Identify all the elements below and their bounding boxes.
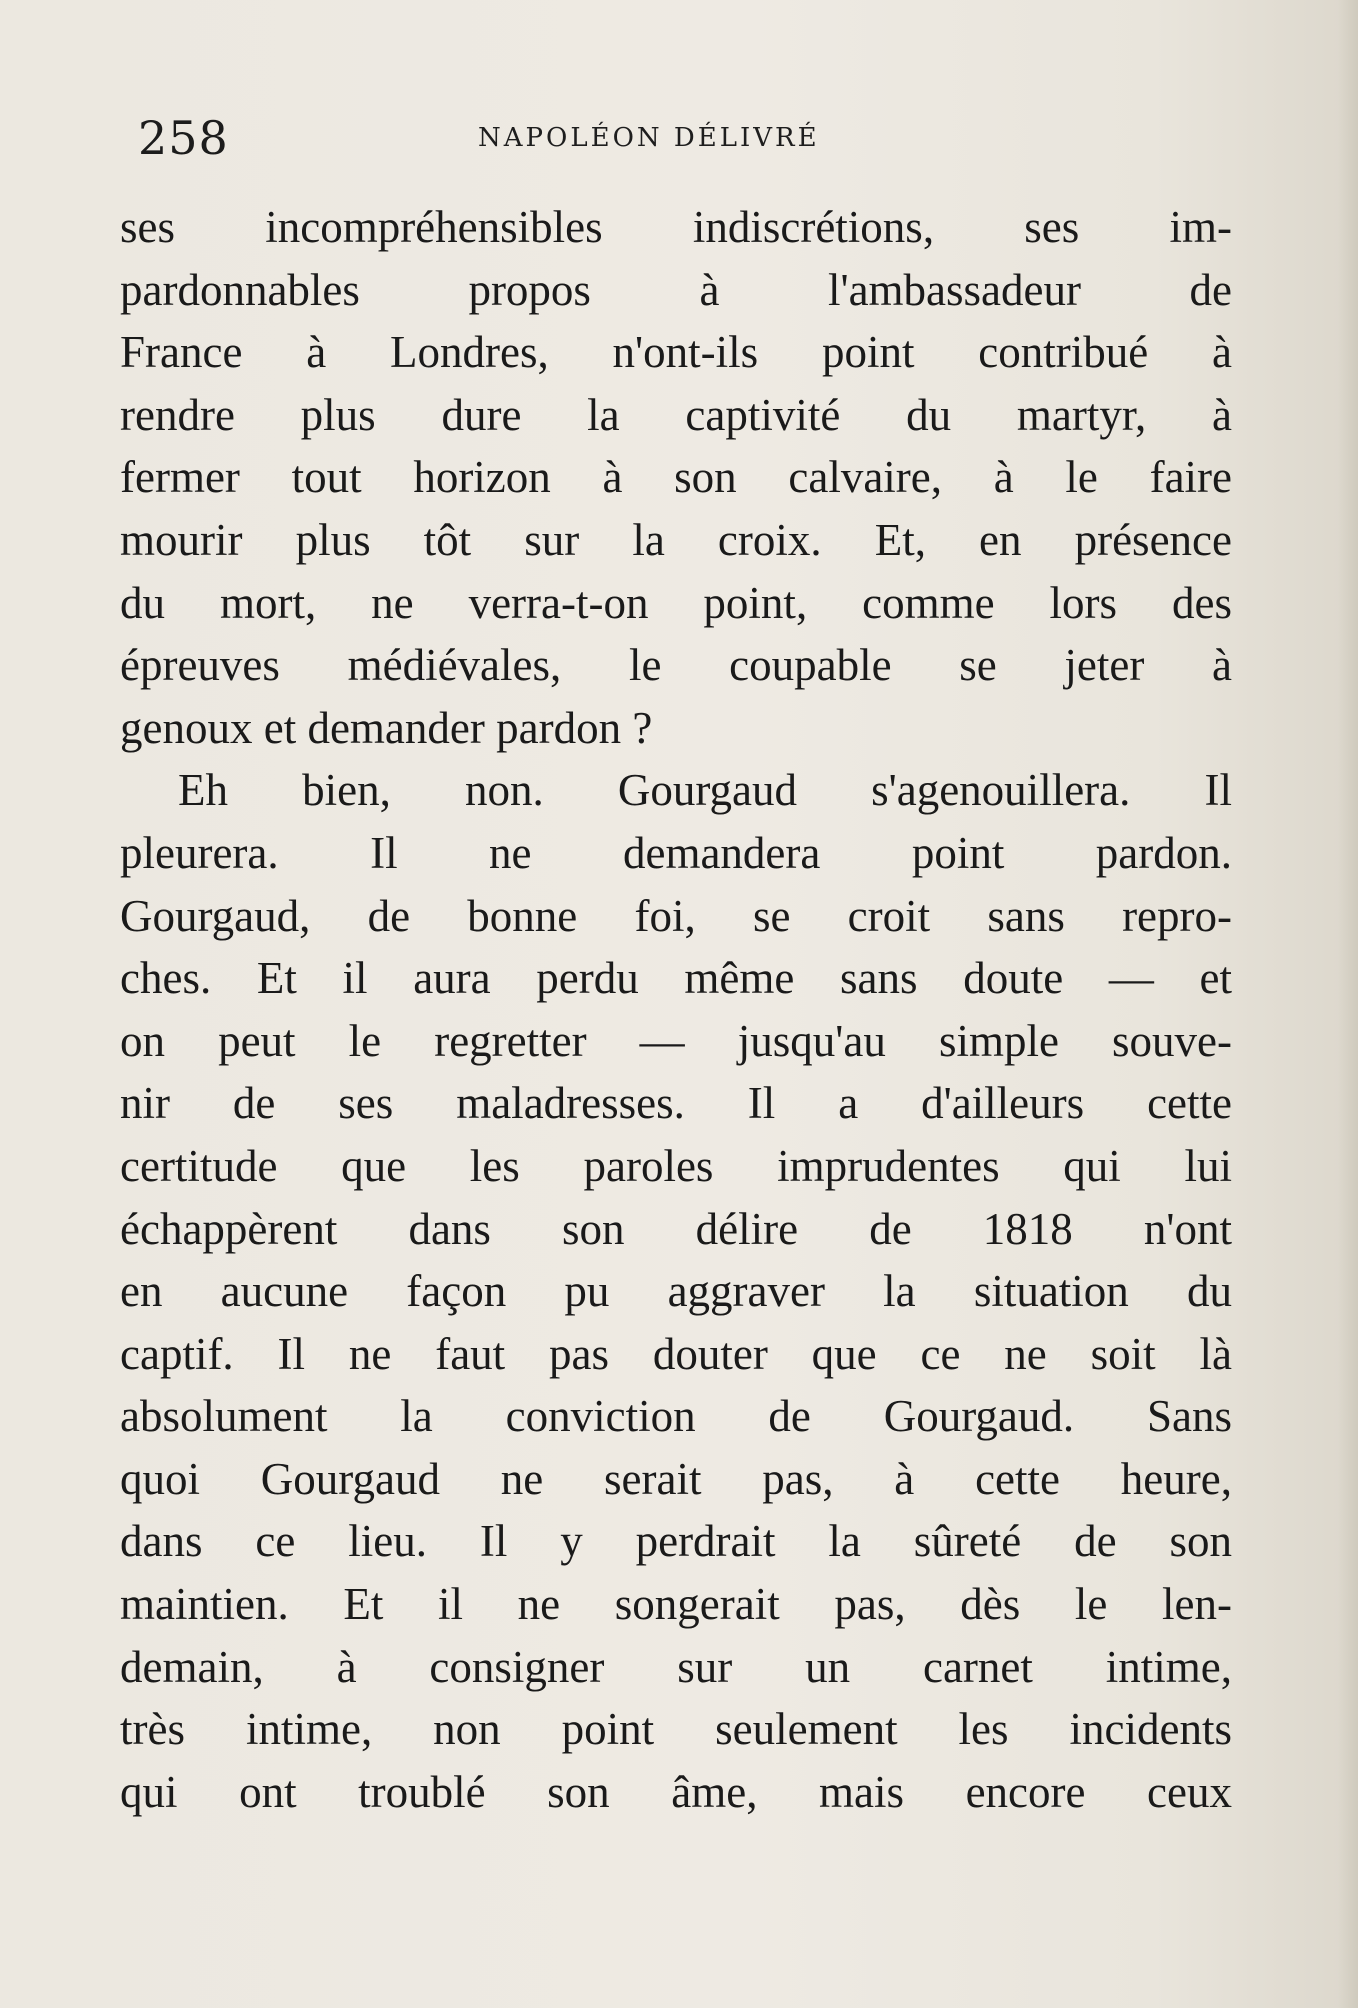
- running-title: NAPOLÉON DÉLIVRÉ: [478, 123, 820, 153]
- text-line: fermer tout horizon à son calvaire, à le faire: [120, 452, 1232, 503]
- text-line: pleurera. Il ne demandera point pardon.: [120, 827, 1232, 878]
- text-line: dans ce lieu. Il y perdrait la sûreté de son: [120, 1516, 1232, 1567]
- text-line: qui ont troublé son âme, mais encore ceux: [120, 1766, 1232, 1817]
- text-line: Gourgaud, de bonne foi, se croit sans repro-: [120, 890, 1232, 941]
- text-line: Eh bien, non. Gourgaud s'agenouillera. Il: [178, 765, 1232, 816]
- text-line: du mort, ne verra-t-on point, comme lors des: [120, 577, 1232, 628]
- text-line: demain, à consigner sur un carnet intime,: [120, 1641, 1232, 1692]
- text-line: rendre plus dure la captivité du martyr, à: [120, 389, 1232, 440]
- page-header: [138, 108, 1213, 168]
- text-line: ses incompréhensibles indiscrétions, ses im-: [120, 202, 1232, 252]
- text-line: mourir plus tôt sur la croix. Et, en présence: [120, 514, 1232, 565]
- text-line: nir de ses maladresses. Il a d'ailleurs cette: [120, 1078, 1232, 1129]
- page-edge-shadow: [1338, 0, 1358, 2008]
- text-line: en aucune façon pu aggraver la situation du: [120, 1266, 1232, 1317]
- text-line: certitude que les paroles imprudentes qui lui: [120, 1140, 1232, 1191]
- text-line: échappèrent dans son délire de 1818 n'ont: [120, 1203, 1232, 1254]
- text-line: maintien. Et il ne songerait pas, dès le len-: [120, 1579, 1232, 1630]
- page-number: 258: [138, 111, 229, 165]
- body-text: [120, 196, 1232, 1823]
- text-line: France à Londres, n'ont-ils point contribué à: [120, 327, 1232, 378]
- text-line: très intime, non point seulement les incidents: [120, 1704, 1232, 1755]
- text-line: captif. Il ne faut pas douter que ce ne soit là: [120, 1328, 1232, 1379]
- text-line: ches. Et il aura perdu même sans doute — et: [120, 953, 1232, 1004]
- text-line: épreuves médiévales, le coupable se jeter à: [120, 640, 1232, 691]
- text-line: pardonnables propos à l'ambassadeur de: [120, 264, 1232, 315]
- text-line: on peut le regretter — jusqu'au simple souve-: [120, 1015, 1232, 1066]
- text-line: genoux et demander pardon ?: [120, 702, 653, 753]
- text-line: quoi Gourgaud ne serait pas, à cette heure,: [120, 1453, 1232, 1504]
- text-line: absolument la conviction de Gourgaud. Sans: [120, 1391, 1232, 1442]
